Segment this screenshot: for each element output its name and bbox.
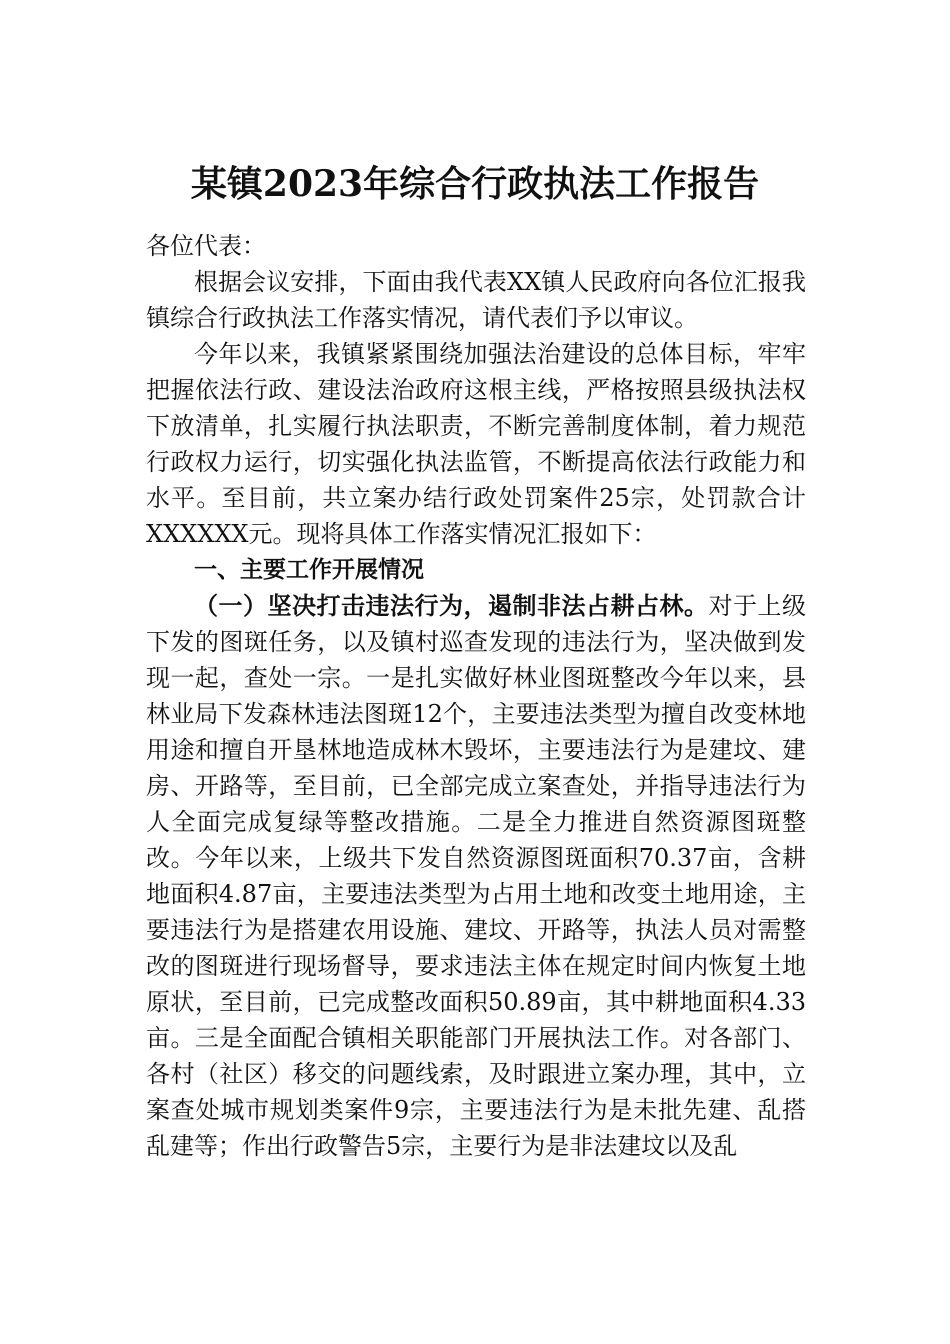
document-title: 某镇2023年综合行政执法工作报告 [190, 163, 760, 205]
salutation: 各位代表： [146, 232, 266, 260]
paragraph-section-1-1 [146, 588, 806, 1164]
subsection-body: 对于上级下发的图斑任务，以及镇村巡查发现的违法行为，坚决做到发现一起，查处一宗。一是扎实做好林业图斑整改今年以来，县林业局下发森林违法图斑12个，主要违法类型为擅自改变林地用途和擅自开垦林地造成林木毁坏，主要违法行为是建坟、建房、开路等，至目前，已全部完成立案查处，并指导违法行为人全面完成复绿等整改措施。二是全力推进自然资源图斑整改。今年以来，上级共下发自然资源图斑面积70.37亩，含耕地面积4.87亩，主要违法类型为占用土地和改变土地用途，主要违法行为是搭建农用设施、建坟、开路等，执法人员对需整改的图斑进行现场督导，要求违法主体在规定时间内恢复土地原状，至目前，已完成整改面积50.89亩，其中耕地面积4.33亩。三是全面配合镇相关职能部门开展执法工作。对各部门、各村（社区）移交的问题线索，及时跟进立案办理，其中，立案查处城市规划类案件9宗，主要违法行为是未批先建、乱搭乱建等；作出行政警告5宗，主要行为是非法建坟以及乱 [146, 592, 806, 1160]
document-body [146, 228, 806, 1164]
section-heading-1: 一、主要工作开展情况 [194, 557, 424, 583]
paragraph-intro: 根据会议安排，下面由我代表XX镇人民政府向各位汇报我镇综合行政执法工作落实情况，请代表们予以审议。 [146, 268, 806, 332]
subsection-lead: （一）坚决打击违法行为，遏制非法占耕占林。 [194, 591, 709, 620]
paragraph-overview: 今年以来，我镇紧紧围绕加强法治建设的总体目标，牢牢把握依法行政、建设法治政府这根主线，严格按照县级执法权下放清单，扎实履行执法职责，不断完善制度体制，着力规范行政权力运行，切实强化执法监管，不断提高依法行政能力和水平。至目前，共立案办结行政处罚案件25宗，处罚款合计XXXXXX元。现将具体工作落实情况汇报如下： [146, 340, 806, 548]
